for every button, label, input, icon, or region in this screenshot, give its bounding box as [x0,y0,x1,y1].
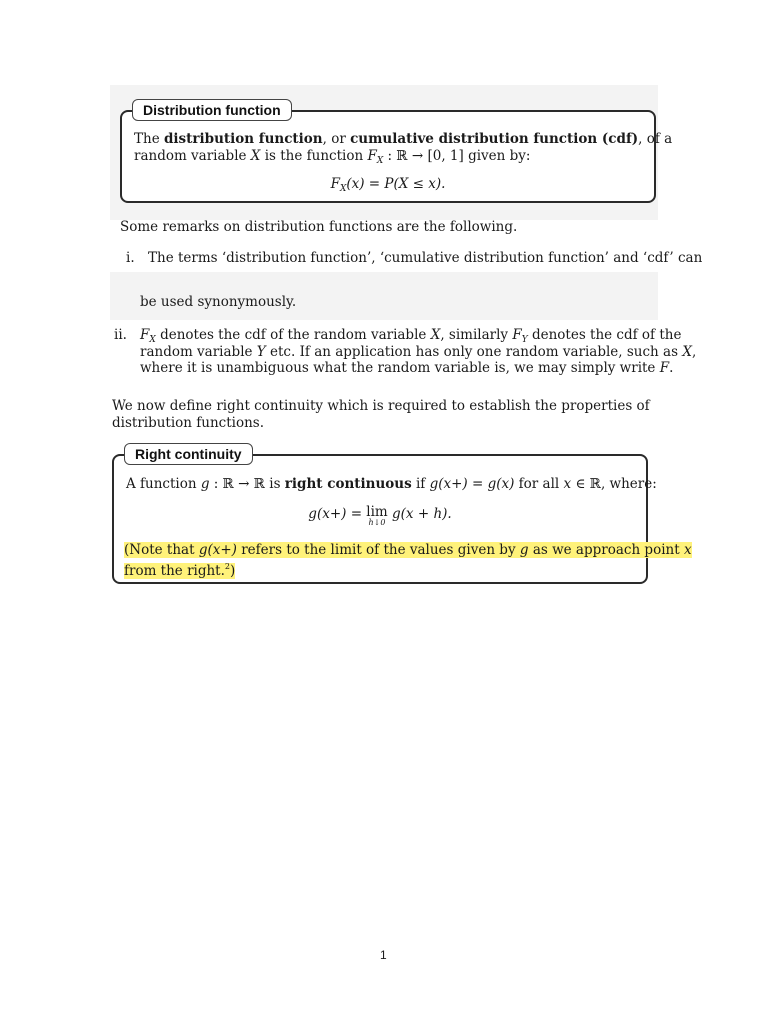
define-line-1: We now define right continuity which is required to establish the properties of [112,398,650,414]
remark-ii-line-3: where it is unambiguous what the random variable is, we may simply write F. [140,360,674,376]
remark-i-line-1: The terms ‘distribution function’, ‘cumulative distribution function’ and ‘cdf’ can [148,250,703,266]
right-continuity-line-1: A function g : ℝ → ℝ is right continuous if g(x+) = g(x) for all x ∈ ℝ, where: [126,476,657,492]
remark-ii-line-2: random variable Y etc. If an application has only one random variable, such as X, [140,344,697,360]
remarks-intro: Some remarks on distribution functions are the following. [120,219,518,235]
remark-i-number: i. [126,250,135,266]
highlighted-note-line-2: from the right.$^2$) [124,562,236,579]
page-number: 1 [380,948,387,962]
define-line-2: distribution functions. [112,415,265,431]
definition-formula: $F_X(x) = P(X \le x)$. [330,176,446,194]
definition-line-2: random variable X is the function $F_X$ : ℝ → [0, 1] given by: [134,148,531,166]
highlighted-note-line-1: (Note that g(x+) refers to the limit of the values given by g as we approach point x [124,542,692,558]
remark-i-line-2: be used synonymously. [140,294,297,310]
definition-line-1: The distribution function, or cumulative distribution function (cdf), of a [134,131,673,147]
definition-box-title: Right continuity [124,443,253,465]
remark-ii-line-1: $F_X$ denotes the cdf of the random variable X, similarly $F_Y$ denotes the cdf of the [140,327,682,345]
definition-box-title: Distribution function [132,99,292,121]
remark-ii-number: ii. [114,327,127,343]
right-continuity-formula: g(x+) = lim h↓0 g(x + h). [308,504,452,527]
